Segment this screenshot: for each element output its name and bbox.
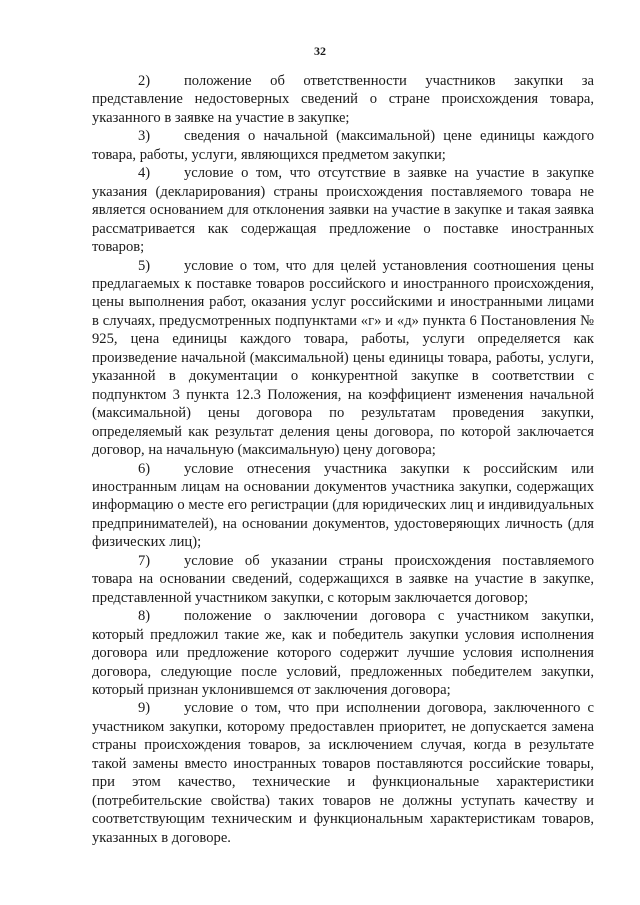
item-number: 3) — [138, 128, 151, 145]
item-number: 2) — [138, 73, 151, 89]
item-number: 4) — [138, 165, 151, 182]
item-number: 5) — [138, 257, 151, 274]
item-number: 7) — [138, 552, 151, 569]
list-item — [92, 127, 594, 164]
document-body — [92, 72, 594, 847]
item-text: условие об указании страны происхождения поставляемого товара на основании сведений, содержащихся в заявке на участие в закупке, представленной участником закупки, с которым заключается договор; — [92, 552, 594, 606]
item-text: условие о том, что при исполнении договора, заключенного с участником закупки, которому предоставлен приоритет, не допускается замена страны происхождения товаров, за исключением случая, когда в результате такой замены вместо иностранных товаров поставляются российские товары, при этом качество, технические и функциональные характеристики (потребительские свойства) таких товаров не должны уступать качеству и соответствующим техническим и функциональным характеристикам товаров, указанных в договоре. — [92, 700, 594, 846]
list-item — [92, 72, 594, 127]
page-number: 32 — [314, 44, 326, 58]
item-number: 9) — [138, 700, 151, 717]
list-item — [92, 699, 594, 847]
list-item — [92, 460, 594, 552]
item-text: сведения о начальной (максимальной) цене единицы каждого товара, работы, услуги, являющихся предметом закупки; — [92, 128, 594, 163]
list-item — [92, 552, 594, 607]
item-text: условие о том, что отсутствие в заявке на участие в закупке указания (декларирования) страны происхождения поставляемого товара не является основанием для отклонения заявки на участие в закупке и такая заявка рассматривается как содержащая предложение о поставке иностранных товаров; — [92, 165, 594, 256]
item-text: положение об ответственности участников закупки за представление недостоверных сведений о стране происхождения товара, указанного в заявке на участие в закупке; — [92, 73, 594, 126]
list-item — [92, 164, 594, 256]
item-number: 6) — [138, 460, 151, 477]
list-item — [92, 607, 594, 699]
item-text: условие отнесения участника закупки к российским или иностранным лицам на основании документов участника закупки, содержащих информацию о месте его регистрации (для юридических лиц и индивидуальных предпринимателей), на основании документов, удостоверяющих личность (для физических лиц); — [92, 460, 594, 551]
item-text: положение о заключении договора с участником закупки, который предложил такие же, как и победитель закупки условия исполнения договора или предложение которого содержит лучшие условия исполнения договора, следующие после условий, предложенных победителем закупки, который признан уклонившемся от заключения договора; — [92, 608, 594, 698]
item-number: 8) — [138, 608, 151, 625]
list-item — [92, 257, 594, 460]
item-text: условие о том, что для целей установления соотношения цены предлагаемых к поставке товаров российского и иностранного происхождения, цены выполнения работ, оказания услуг российскими и иностранными лицами в случаях, предусмотренных подпунктами «г» и «д» пункта 6 Постановления № 925, цена единицы каждого товара, работы, услуги определяется как произведение начальной (максимальной) цены единицы товара, работы, услуги, указанной в документации о конкурентной закупке в соответствии с подпунктом 3 пункта 12.3 Положения, на коэффициент изменения начальной (максимальной) цены договора по результатам проведения закупки, определяемый как результат деления цены договора, по которой заключается договор, на начальную (максимальную) цену договора; — [92, 257, 594, 459]
